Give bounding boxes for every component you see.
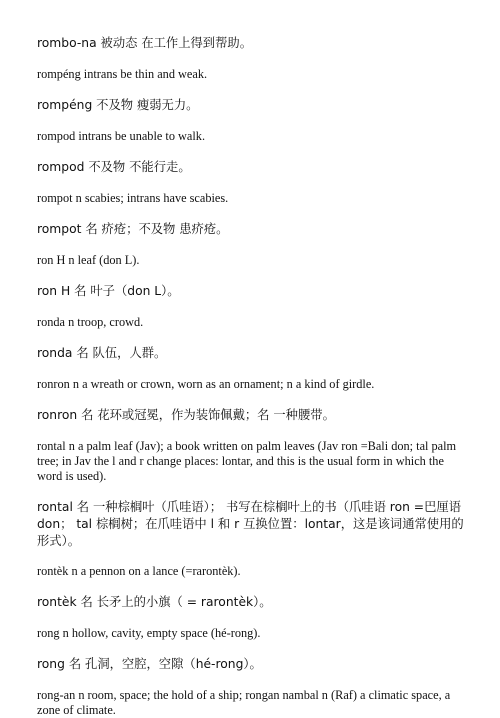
entry-ron-zh: ron H 名 叶子（don L）。 — [37, 284, 180, 298]
entry-rompot-en: rompot n scabies; intrans have scabies. — [37, 191, 229, 205]
entry-rompod-zh: rompod 不及物 不能行走。 — [37, 160, 191, 174]
entry-ronda-en: ronda n troop, crowd. — [37, 315, 144, 329]
entry-ronron-zh: ronron 名 花环或冠冕，作为装饰佩戴；名 一种腰带。 — [37, 408, 335, 422]
entry-rontek-zh: rontèk 名 长矛上的小旗（ = rarontèk）。 — [37, 595, 272, 609]
entry-ronda-zh: ronda 名 队伍，人群。 — [37, 346, 167, 360]
entry-ronron-en: ronron n a wreath or crown, worn as an ornament; n a kind of girdle. — [37, 377, 375, 391]
entry-rombo-na-zh: rombo-na 被动态 在工作上得到帮助。 — [37, 36, 252, 50]
entry-rompeng-en: rompéng intrans be thin and weak. — [37, 67, 208, 81]
entry-rong-en: rong n hollow, cavity, empty space (hé-rong). — [37, 626, 261, 640]
entry-rong-zh: rong 名 孔洞，空腔，空隙（hé-rong）。 — [37, 657, 262, 671]
entry-rong-an-en: rong-an n room, space; the hold of a ship; rongan nambal n (Raf) a climatic space, a zone of climate. — [37, 688, 451, 717]
entry-rontek-en: rontèk n a pennon on a lance (=rarontèk). — [37, 564, 241, 578]
entry-rontal-zh: rontal 名 一种棕榈叶（爪哇语）； 书写在棕榈叶上的书（爪哇语 ron =巴厘语 don； tal 棕榈树；在爪哇语中 l 和 r 互换位置：lontar，这是该词通常使用的形式）。 — [37, 500, 464, 548]
entry-rompot-zh: rompot 名 疥疮；不及物 患疥疮。 — [37, 222, 229, 236]
entry-ron-en: ron H n leaf (don L). — [37, 253, 140, 267]
entry-rompeng-zh: rompéng 不及物 瘦弱无力。 — [37, 98, 199, 112]
entry-rontal-en: rontal n a palm leaf (Jav); a book written on palm leaves (Jav ron =Bali don; tal palm tree; in Jav the l and r change places: lontar, and this is the usual form in which the word is used). — [37, 439, 457, 483]
entry-rompod-en: rompod intrans be unable to walk. — [37, 129, 206, 143]
